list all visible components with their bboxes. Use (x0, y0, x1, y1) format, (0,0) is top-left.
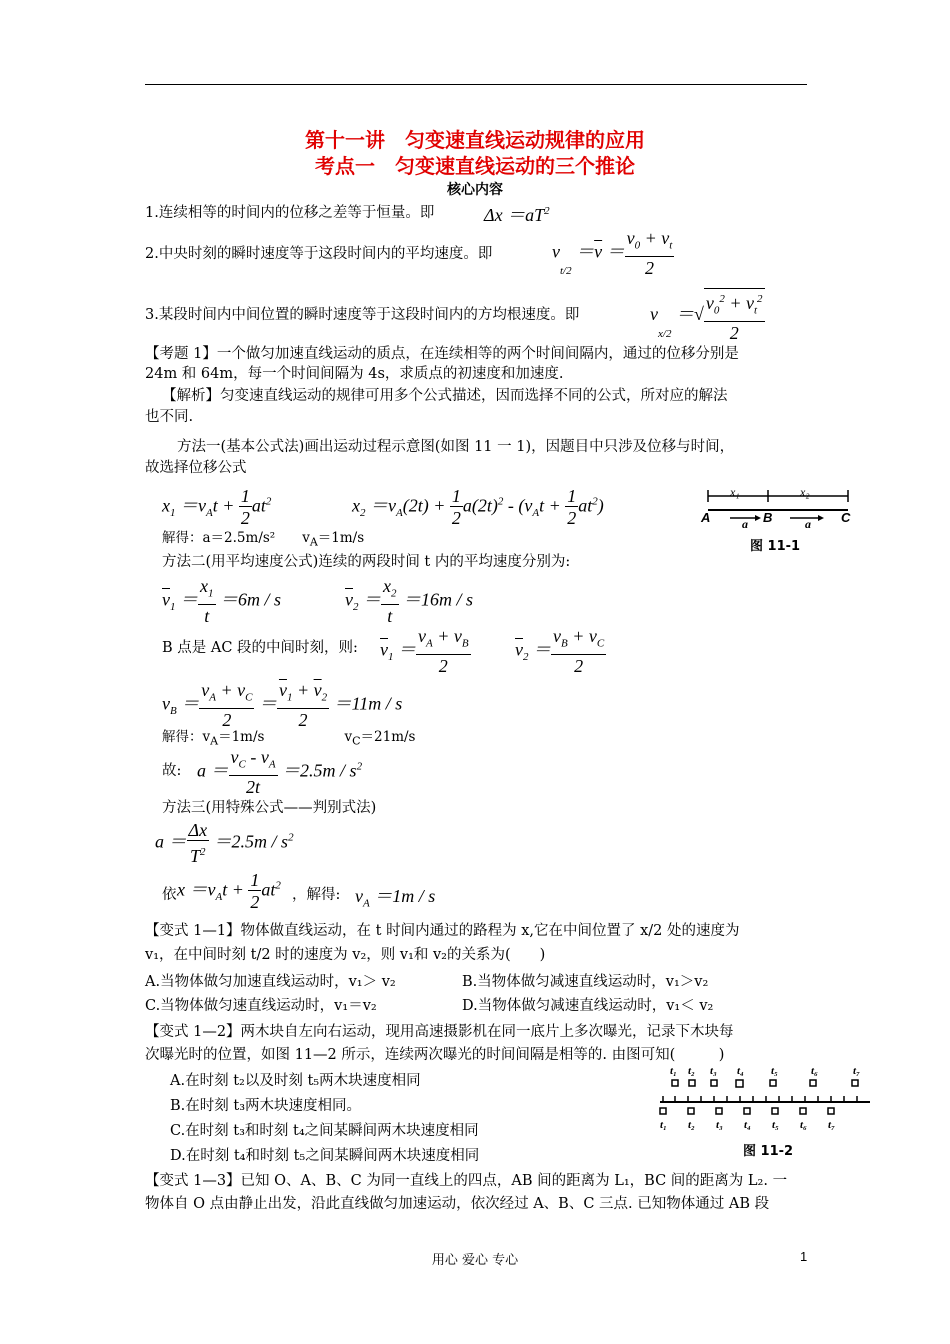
variant-1-2-option-d: D.在时刻 t₄和时刻 t₅之间某瞬间两木块速度相同 (170, 1148, 480, 1164)
fig2-caption: 图 11-2 (743, 1144, 794, 1159)
fig2-bottom-t6: t₆ (800, 1119, 807, 1131)
fig2-bottom-t2: t₂ (688, 1119, 695, 1131)
title-line-2: 考点一 匀变速直线运动的三个推论 (315, 154, 635, 178)
example-1-line-1: 【考题 1】一个做匀加速直线运动的质点，在连续相等的两个时间间隔内，通过的位移分别是 (145, 346, 739, 362)
fig1-label-x1: x₁ (730, 488, 740, 499)
formula-a: a ＝ $\frac{v_C - v_A}{2t}$ $=2.5m / s^2$ (197, 747, 363, 797)
formula-v1-mid: $\overline{v}_1$ ＝ $\frac{v_A + v_B}{2}$ (380, 626, 469, 676)
variant-1-1-option-b: B.当物体做匀减速直线运动时，v₁＞v₂ (462, 974, 709, 990)
fig2-bottom-t1: t₁ (660, 1119, 667, 1131)
analysis-line-2: 也不同. (145, 409, 194, 425)
variant-1-2-option-b: B.在时刻 t₃两木块速度相同。 (170, 1098, 362, 1114)
by-label: 依 (162, 887, 177, 903)
solve-3: ，解得: (292, 887, 341, 903)
formula-3: $v_{x/2}$ ＝√ $\frac{v_0^2 + v_t^2}{2}$ (650, 288, 765, 344)
figure-11-1 (700, 488, 860, 556)
item-3: 3.某段时间内中间位置的瞬时速度等于这段时间内的方均根速度。即 (145, 307, 580, 323)
variant-1-2-line-2: 次曝光时的位置，如图 11—2 所示，连续两次曝光的时间间隔是相等的. 由图可知( ) (145, 1047, 725, 1063)
formula-v2-avg: $\overline{v}_2$ ＝ $\frac{x_2}{t}$ ＝16m / s (345, 576, 474, 626)
variant-1-3-line-1: 【变式 1—3】已知 O、A、B、C 为同一直线上的四点，AB 间的距离为 L₁，BC 间的距离为 L₂. 一 (145, 1173, 788, 1189)
solve-1: 解得：a＝2.5m/s² $v_A=1m/s$ (162, 530, 365, 549)
fig2-top-t1: t₁ (670, 1065, 677, 1077)
formula-x: $x =v_At$ + $\frac{1}{2}$ $at^2$ (177, 870, 281, 912)
fig2-top-t2: t₂ (688, 1065, 695, 1077)
formula-v2-mid: $\overline{v}_2$ ＝ $\frac{v_B + v_C}{2}$ (515, 626, 605, 676)
fig2-bottom-t4: t₄ (744, 1119, 751, 1131)
figure-11-2 (655, 1062, 875, 1162)
fig2-top-t5: t₅ (771, 1065, 778, 1077)
item-1: 1.连续相等的时间内的位移之差等于恒量。即 (145, 205, 435, 221)
section-heading: 核心内容 (447, 182, 503, 198)
fig2-top-t7: t₇ (853, 1065, 860, 1077)
fig1-label-accel-1: a (742, 517, 748, 531)
formula-x2: $x_2 =v_A(2t)$ + $\frac{1}{2}$ $a(2t)^2 - (v_At$ + $\frac{1}{2}$ $at^2$) (352, 486, 604, 528)
fig2-top-t4: t₄ (737, 1065, 744, 1077)
footer-text: 用心 爱心 专心 (431, 1253, 519, 1268)
fig1-label-x2: x₂ (800, 488, 810, 499)
solve-2: 解得：$v_A=1m/s$ $v_C=21m/s$ (162, 729, 416, 748)
formula-1: $\Delta x =aT^2$ (484, 205, 550, 225)
fig2-top-t3: t₃ (710, 1065, 717, 1077)
fig2-top-t6: t₆ (811, 1065, 818, 1077)
variant-1-2-line-1: 【变式 1—2】两木块自左向右运动，现用高速摄影机在同一底片上多次曝光，记录下木块每 (145, 1024, 734, 1040)
method-2: 方法二(用平均速度公式)连续的两段时间 t 内的平均速度分别为: (162, 554, 571, 570)
title-line-1: 第十一讲 匀变速直线运动规律的应用 (305, 128, 645, 152)
formula-v1-avg: $\overline{v}_1$ ＝ $\frac{x_1}{t}$ ＝6m / s (162, 576, 282, 626)
example-1-line-2: 24m 和 64m，每一个时间间隔为 4s，求质点的初速度和加速度. (145, 366, 564, 382)
variant-1-2-option-a: A.在时刻 t₂以及时刻 t₅两木块速度相同 (170, 1073, 421, 1089)
method-1-line-1: 方法一(基本公式法)画出运动过程示意图(如图 11 一 1)，因题目中只涉及位移与时间， (177, 439, 735, 455)
fig2-bottom-t5: t₅ (772, 1119, 779, 1131)
formula-vb: $v_B$ ＝ $\frac{v_A + v_C}{2}$ ＝ $\frac{\overline{v}_1 + \overline{v}_2}{2}$ ＝11m / s (162, 680, 403, 730)
variant-1-1-line-1: 【变式 1—1】物体做直线运动，在 t 时间内通过的路程为 x,它在中间位置了 x/2 处的速度为 (145, 923, 740, 939)
b-midpoint-text: B 点是 AC 段的中间时刻，则: (162, 640, 358, 656)
variant-1-1-line-2: v₁，在中间时刻 t/2 时的速度为 v₂，则 v₁和 v₂的关系为( ) (145, 947, 546, 963)
variant-1-2-option-c: C.在时刻 t₃和时刻 t₄之间某瞬间两木块速度相同 (170, 1123, 479, 1139)
analysis-line-1: 【解析】匀变速直线运动的规律可用多个公式描述，因而选择不同的公式，所对应的解法 (162, 388, 728, 404)
fig1-label-c: C (841, 510, 851, 525)
formula-2: $v_{t/2} =\overline{v}$ ＝ $\frac{v_0 + v_t}{2}$ (552, 228, 673, 278)
header-rule (145, 84, 807, 85)
variant-1-3-line-2: 物体自 O 点由静止出发，沿此直线做匀加速运动，依次经过 A、B、C 三点. 已知物体通过 AB 段 (145, 1196, 770, 1212)
formula-x1: $x_1 =v_At$ + $\frac{1}{2}$ $at^2$ (162, 486, 272, 528)
method-1-line-2: 故选择位移公式 (145, 460, 247, 476)
method-3: 方法三(用特殊公式——判别式法) (162, 800, 377, 816)
variant-1-1-option-c: C.当物体做匀速直线运动时，v₁＝v₂ (145, 998, 377, 1014)
variant-1-1-option-d: D.当物体做匀减速直线运动时，v₁＜ v₂ (462, 998, 714, 1014)
formula-va: $v_A =1m / s$ (355, 886, 436, 910)
page-number: 1 (800, 1249, 808, 1264)
fig1-label-a: A (701, 510, 711, 525)
formula-a-delta: a ＝ $\frac{\Delta x}{T^2}$ $=2.5m / s^2$ (155, 820, 294, 866)
fig1-label-accel-2: a (805, 517, 811, 531)
item-2: 2.中央时刻的瞬时速度等于这段时间内的平均速度。即 (145, 246, 493, 262)
hence-label: 故: (162, 763, 182, 779)
fig2-bottom-t7: t₇ (828, 1119, 835, 1131)
fig1-label-b: B (763, 510, 773, 525)
variant-1-1-option-a: A.当物体做匀加速直线运动时，v₁＞ v₂ (145, 974, 396, 990)
fig2-bottom-t3: t₃ (716, 1119, 723, 1131)
fig1-caption: 图 11-1 (750, 539, 801, 554)
